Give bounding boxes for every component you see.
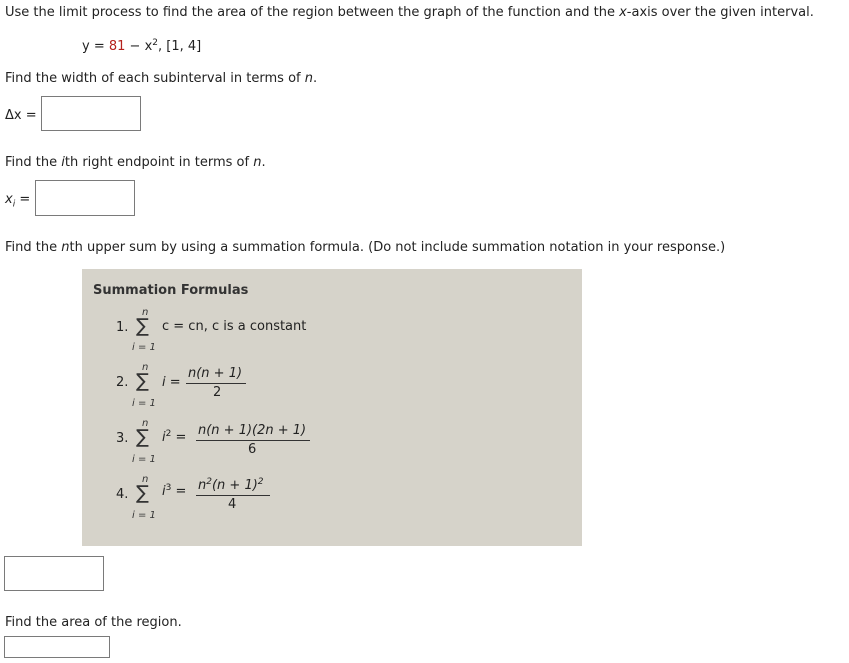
formula-3-fraction-bar xyxy=(196,440,310,441)
function-interval: , [1, 4] xyxy=(158,39,202,54)
function-exponent: 2 xyxy=(152,38,158,48)
formula-3-eq: = xyxy=(175,430,187,445)
step3-instruction xyxy=(5,240,725,255)
formula-4-num-a: n xyxy=(198,478,207,493)
xi-input[interactable] xyxy=(35,180,135,216)
formula-4-i: i xyxy=(162,484,166,499)
xi-var: x xyxy=(5,192,13,207)
step3-text: Find the xyxy=(5,240,62,255)
formula-3-i: i xyxy=(162,430,166,445)
formula-3-lhs xyxy=(162,429,186,445)
formula-2-number: 2. xyxy=(116,375,129,390)
xi-subscript: i xyxy=(12,199,16,210)
question-prompt xyxy=(5,5,814,20)
formula-4-lower: i = 1 xyxy=(132,510,156,521)
formula-4-fraction-bar xyxy=(196,495,270,496)
summation-formulas-box xyxy=(82,269,582,546)
formula-1-number: 1. xyxy=(116,320,129,335)
formula-3-sigma: ∑ xyxy=(136,426,149,448)
formula-3-upper: n xyxy=(142,418,149,429)
formula-3-denominator: 6 xyxy=(248,442,257,457)
step1-text: Find the width of each subinterval in terms of xyxy=(5,71,305,86)
formula-3-numerator: n(n + 1)(2n + 1) xyxy=(198,423,307,438)
formula-2-numerator: n(n + 1) xyxy=(188,366,243,381)
function-constant: 81 xyxy=(108,39,126,54)
upper-sum-input[interactable] xyxy=(4,556,104,591)
delta-x-label: Δx = xyxy=(5,108,37,123)
formula-4-numerator xyxy=(198,477,264,493)
formula-1-upper: n xyxy=(142,307,149,318)
delta-x-input[interactable] xyxy=(41,96,141,131)
formula-3-lower: i = 1 xyxy=(132,454,156,465)
formula-1-lower: i = 1 xyxy=(132,342,156,353)
step2-instruction xyxy=(5,155,266,170)
formula-2-lhs: i = xyxy=(162,375,181,390)
step2-text-mid: th right endpoint in terms of xyxy=(64,155,254,170)
formula-2-fraction-bar xyxy=(186,383,246,384)
function-lhs: y = xyxy=(82,39,109,54)
formula-1-sigma: ∑ xyxy=(136,315,149,337)
function-expression xyxy=(82,38,201,54)
xi-label xyxy=(5,192,30,210)
formula-2-denominator: 2 xyxy=(213,385,222,400)
formula-4-denominator: 4 xyxy=(228,497,237,512)
formula-4-exp: 3 xyxy=(165,483,172,493)
formula-4-eq: = xyxy=(175,484,187,499)
formula-4-lhs xyxy=(162,483,186,499)
formula-2-upper: n xyxy=(142,362,149,373)
area-input[interactable] xyxy=(4,636,110,658)
formula-4-num-b: (n + 1) xyxy=(211,478,258,493)
function-rest: − x xyxy=(125,39,153,54)
step1-variable: n xyxy=(304,71,313,86)
xi-equals: = xyxy=(19,192,31,207)
step1-instruction xyxy=(5,71,317,86)
formulas-title: Summation Formulas xyxy=(93,283,249,298)
formula-3-exp: 2 xyxy=(165,429,172,439)
formula-2-lower: i = 1 xyxy=(132,398,156,409)
formula-2-sigma: ∑ xyxy=(136,370,149,392)
formula-4-num-a-exp: 2 xyxy=(206,477,212,487)
step2-variable-n: n xyxy=(253,155,262,170)
formula-4-upper: n xyxy=(142,474,149,485)
formula-1-body: c = cn, c is a constant xyxy=(162,319,307,334)
prompt-variable: x xyxy=(619,5,627,20)
step2-variable-i: i xyxy=(61,155,65,170)
prompt-text: Use the limit process to find the area of the region between the graph of the function and the xyxy=(5,5,620,20)
formula-4-number: 4. xyxy=(116,487,129,502)
formula-4-num-b-exp: 2 xyxy=(257,477,264,487)
prompt-text-end: -axis over the given interval. xyxy=(626,5,814,20)
step3-variable: n xyxy=(61,240,70,255)
step4-instruction: Find the area of the region. xyxy=(5,615,182,630)
step3-text-end: th upper sum by using a summation formula. (Do not include summation notation in your response.) xyxy=(69,240,726,255)
step2-period: . xyxy=(261,155,266,170)
step2-text: Find the xyxy=(5,155,62,170)
formula-3-number: 3. xyxy=(116,431,129,446)
formula-4-sigma: ∑ xyxy=(136,482,149,504)
step1-period: . xyxy=(312,71,318,86)
